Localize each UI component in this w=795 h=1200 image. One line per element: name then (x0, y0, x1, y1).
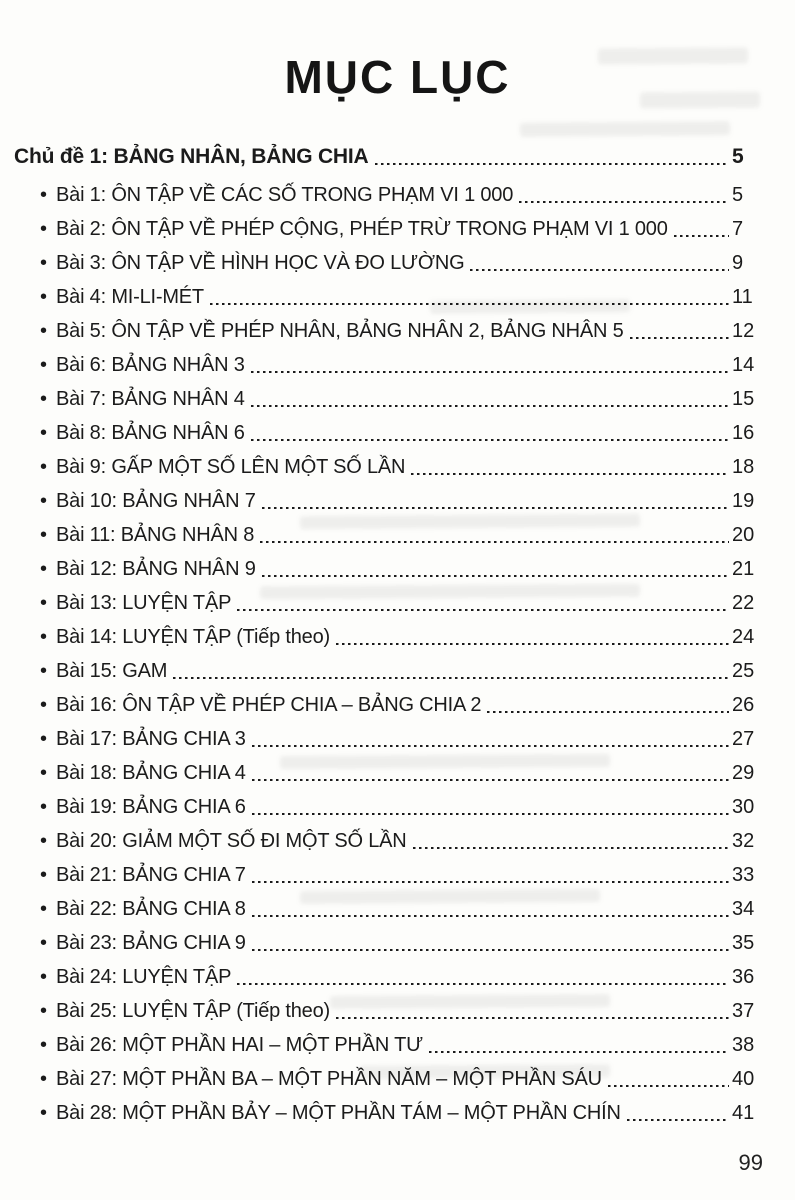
toc-entry-label: Bài 15: GAM (56, 659, 168, 682)
dot-leader (252, 889, 729, 923)
bullet-icon: • (40, 727, 48, 750)
toc-entry-label: Bài 16: ÔN TẬP VỀ PHÉP CHIA – BẢNG CHIA 2 (56, 693, 482, 716)
footer-page-number: 99 (738, 1150, 763, 1175)
toc-entry-row (14, 651, 762, 685)
dot-leader (173, 651, 729, 685)
toc-entry-label: Bài 23: BẢNG CHIA 9 (56, 931, 246, 954)
bullet-icon: • (40, 557, 48, 580)
toc-entry-label: Bài 3: ÔN TẬP VỀ HÌNH HỌC VÀ ĐO LƯỜNG (56, 251, 465, 274)
toc-entry-row (14, 1025, 762, 1059)
toc-entry-page-number: 26 (732, 693, 755, 716)
toc-entry-label: Bài 13: LUYỆN TẬP (56, 591, 232, 614)
bullet-icon: • (40, 1101, 48, 1124)
toc-entry-label: Bài 28: MỘT PHẦN BẢY – MỘT PHẦN TÁM – MỘT PHẦN CHÍN (56, 1101, 621, 1124)
chapter-heading-label: Chủ đề 1: BẢNG NHÂN, BẢNG CHIA (14, 144, 369, 168)
toc-entry-row (14, 753, 762, 787)
toc-entry-label: Bài 7: BẢNG NHÂN 4 (56, 387, 245, 410)
bullet-icon: • (40, 455, 48, 478)
toc-entry-page-number: 19 (732, 489, 755, 512)
dot-leader (252, 719, 729, 753)
toc-entry-row (14, 719, 762, 753)
toc-entry-label: Bài 4: MI-LI-MÉT (56, 285, 204, 308)
toc-entry-page-number: 14 (732, 353, 755, 376)
bullet-icon: • (40, 319, 48, 342)
toc-entry-label: Bài 2: ÔN TẬP VỀ PHÉP CỘNG, PHÉP TRỪ TRONG PHẠM VI 1 000 (56, 217, 668, 240)
dot-leader (411, 447, 729, 481)
bullet-icon: • (40, 625, 48, 648)
dot-leader (262, 481, 729, 515)
page-title: MỤC LỤC (284, 51, 511, 103)
chapter-page-number: 5 (732, 144, 744, 168)
dot-leader (487, 685, 729, 719)
bullet-icon: • (40, 489, 48, 512)
dot-leader (251, 413, 729, 447)
dot-leader (375, 135, 730, 171)
bullet-icon: • (40, 251, 48, 274)
toc-entry-row (14, 1059, 762, 1093)
bullet-icon: • (40, 217, 48, 240)
toc-entry-page-number: 11 (732, 285, 753, 308)
toc-entry-label: Bài 8: BẢNG NHÂN 6 (56, 421, 245, 444)
toc-entry-label: Bài 12: BẢNG NHÂN 9 (56, 557, 256, 580)
toc-entry-page-number: 36 (732, 965, 755, 988)
bullet-icon: • (40, 353, 48, 376)
toc-entry-row (14, 855, 762, 889)
toc-entry-row (14, 1093, 762, 1127)
toc-entry-label: Bài 25: LUYỆN TẬP (Tiếp theo) (56, 999, 330, 1022)
dot-leader (237, 583, 729, 617)
bullet-icon: • (40, 829, 48, 852)
toc-entry-row (14, 175, 762, 209)
dot-leader (413, 821, 729, 855)
toc-entry-page-number: 18 (732, 455, 755, 478)
bullet-icon: • (40, 897, 48, 920)
toc-entry-page-number: 35 (732, 931, 755, 954)
toc-entry-page-number: 41 (732, 1101, 755, 1124)
toc-entry-label: Bài 9: GẤP MỘT SỐ LÊN MỘT SỐ LẦN (56, 455, 406, 478)
toc-entry-row (14, 277, 762, 311)
toc-entry-label: Bài 22: BẢNG CHIA 8 (56, 897, 246, 920)
toc-entry-label: Bài 27: MỘT PHẦN BA – MỘT PHẦN NĂM – MỘT PHẦN SÁU (56, 1067, 602, 1090)
toc-entry-row (14, 787, 762, 821)
toc-entry-label: Bài 11: BẢNG NHÂN 8 (56, 523, 255, 546)
toc-entry-page-number: 22 (732, 591, 755, 614)
bullet-icon: • (40, 965, 48, 988)
dot-leader (519, 175, 729, 209)
toc-entry-row (14, 447, 762, 481)
toc-entry-row (14, 481, 762, 515)
toc-entry-page-number: 38 (732, 1033, 755, 1056)
toc-entry-row (14, 685, 762, 719)
toc-entry-label: Bài 19: BẢNG CHIA 6 (56, 795, 246, 818)
toc-entry-row (14, 413, 762, 447)
toc-entry-label: Bài 18: BẢNG CHIA 4 (56, 761, 246, 784)
toc-entry-row (14, 889, 762, 923)
toc-entry-label: Bài 10: BẢNG NHÂN 7 (56, 489, 256, 512)
toc-entry-row (14, 583, 762, 617)
dot-leader (252, 855, 729, 889)
toc-entry-page-number: 7 (732, 217, 744, 240)
dot-leader (252, 923, 729, 957)
toc-entry-page-number: 21 (732, 557, 755, 580)
toc-entry-page-number: 40 (732, 1067, 755, 1090)
toc-entry-page-number: 30 (732, 795, 755, 818)
dot-leader (336, 617, 729, 651)
toc-entry-row (14, 821, 762, 855)
bullet-icon: • (40, 1067, 48, 1090)
dot-leader (336, 991, 729, 1025)
dot-leader (252, 753, 729, 787)
bullet-icon: • (40, 931, 48, 954)
dot-leader (627, 1093, 729, 1127)
bullet-icon: • (40, 1033, 48, 1056)
dot-leader (470, 243, 729, 277)
bullet-icon: • (40, 795, 48, 818)
toc-entry-label: Bài 26: MỘT PHẦN HAI – MỘT PHẦN TƯ (56, 1033, 424, 1056)
toc-entry-label: Bài 21: BẢNG CHIA 7 (56, 863, 246, 886)
toc-entry-page-number: 16 (732, 421, 755, 444)
toc-entry-page-number: 24 (732, 625, 755, 648)
bullet-icon: • (40, 999, 48, 1022)
bullet-icon: • (40, 659, 48, 682)
toc-entry-row (14, 209, 762, 243)
dot-leader (252, 787, 729, 821)
dot-leader (429, 1025, 729, 1059)
toc-entry-page-number: 34 (732, 897, 755, 920)
toc-entry-page-number: 32 (732, 829, 755, 852)
dot-leader (262, 549, 729, 583)
toc-entry-row (14, 957, 762, 991)
toc-entry-row (14, 617, 762, 651)
table-of-contents (0, 135, 795, 1127)
toc-entry-page-number: 20 (732, 523, 755, 546)
toc-entry-label: Bài 17: BẢNG CHIA 3 (56, 727, 246, 750)
toc-entry-label: Bài 6: BẢNG NHÂN 3 (56, 353, 245, 376)
toc-entry-page-number: 27 (732, 727, 755, 750)
toc-entry-label: Bài 5: ÔN TẬP VỀ PHÉP NHÂN, BẢNG NHÂN 2, BẢNG NHÂN 5 (56, 319, 624, 342)
toc-entry-row (14, 515, 762, 549)
toc-entry-page-number: 9 (732, 251, 744, 274)
chapter-heading-row (14, 135, 762, 171)
bullet-icon: • (40, 591, 48, 614)
bullet-icon: • (40, 693, 48, 716)
bullet-icon: • (40, 421, 48, 444)
dot-leader (251, 379, 729, 413)
toc-entry-page-number: 33 (732, 863, 755, 886)
toc-entry-page-number: 29 (732, 761, 755, 784)
bullet-icon: • (40, 387, 48, 410)
toc-entry-row (14, 991, 762, 1025)
toc-entry-label: Bài 24: LUYỆN TẬP (56, 965, 232, 988)
bullet-icon: • (40, 863, 48, 886)
toc-entry-list (14, 175, 762, 1127)
toc-entry-label: Bài 20: GIẢM MỘT SỐ ĐI MỘT SỐ LẦN (56, 829, 407, 852)
dot-leader (251, 345, 729, 379)
toc-entry-page-number: 25 (732, 659, 755, 682)
bullet-icon: • (40, 523, 48, 546)
toc-entry-page-number: 12 (732, 319, 755, 342)
toc-entry-row (14, 923, 762, 957)
bullet-icon: • (40, 183, 48, 206)
bullet-icon: • (40, 285, 48, 308)
toc-entry-label: Bài 1: ÔN TẬP VỀ CÁC SỐ TRONG PHẠM VI 1 000 (56, 183, 514, 206)
toc-entry-page-number: 5 (732, 183, 744, 206)
dot-leader (237, 957, 729, 991)
dot-leader (608, 1059, 729, 1093)
dot-leader (210, 277, 729, 311)
toc-entry-page-number: 37 (732, 999, 755, 1022)
dot-leader (630, 311, 729, 345)
toc-entry-row (14, 379, 762, 413)
dot-leader (260, 515, 729, 549)
toc-entry-label: Bài 14: LUYỆN TẬP (Tiếp theo) (56, 625, 330, 648)
toc-entry-row (14, 311, 762, 345)
toc-entry-row (14, 549, 762, 583)
toc-entry-row (14, 345, 762, 379)
dot-leader (674, 209, 729, 243)
toc-entry-row (14, 243, 762, 277)
bullet-icon: • (40, 761, 48, 784)
toc-entry-page-number: 15 (732, 387, 755, 410)
